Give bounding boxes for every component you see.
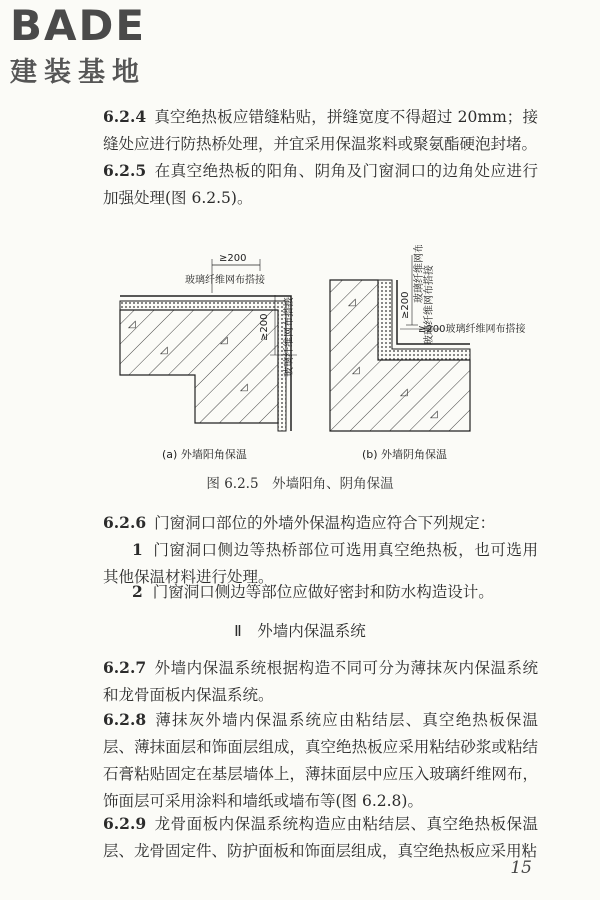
label-mesh-a-horizontal: 玻璃纤维网布搭接 [185,275,265,286]
figure-drawing [100,245,540,475]
diagram-outside-corner [120,253,297,461]
figure-caption: 图 6.2.5 外墙阳角、阴角保温 [206,476,394,492]
svg-text:◿: ◿ [128,319,136,330]
label-mesh-a-vertical: 玻璃纤维网布搭接 [284,297,295,377]
section-text: 门窗洞口部位的外墙外保温构造应符合下列规定： [154,514,496,532]
section-6-2-7 [103,654,538,709]
section-number: 6.2.7 [103,658,147,677]
subfigure-b-caption: (b) 外墙阴角保温 [362,448,448,461]
diagram-inside-corner [330,245,525,461]
svg-text:◿: ◿ [240,382,248,393]
section-6-2-5 [103,157,538,212]
section-text: 薄抹灰外墙内保温系统应由粘结层、真空绝热板保温层、薄抹面层和饰面层组成，真空绝热板应采用粘结砂浆或粘结石膏粘贴固定在基层墙体上，薄抹面层中应压入玻璃纤维网布，饰面层可采用涂料和墙纸或墙布等(图 6.2.8)。 [103,711,538,810]
watermark-logo [10,1,180,94]
section-6-2-6 [103,509,538,537]
section-number: 6.2.9 [103,814,147,833]
svg-text:◿: ◿ [220,335,228,346]
label-mesh-b-top: 玻璃纤维网布搭接 [414,245,425,303]
logo-subtitle: 建装基地 [10,57,146,88]
section-text: 外墙内保温系统根据构造不同可分为薄抹灰内保温系统和龙骨面板内保温系统。 [103,659,538,704]
section-6-2-4 [103,103,538,158]
subsection-heading: Ⅱ 外墙内保温系统 [234,622,366,640]
section-text: 真空绝热板应错缝粘贴，拼缝宽度不得超过 20mm；接缝处应进行防热桥处理，并宜采用保温浆料或聚氨酯硬泡封堵。 [103,108,538,153]
dim-vertical-b: ≥200 [400,291,411,319]
item-number: 2 [132,582,143,601]
item-text: 门窗洞口侧边等热桥部位可选用真空绝热板，也可选用其他保温材料进行处理。 [103,541,538,586]
section-number: 6.2.5 [103,161,147,180]
section-number: 6.2.8 [103,710,147,729]
svg-text:◿: ◿ [352,365,360,376]
figure-6-2-5 [100,245,540,495]
section-text: 在真空绝热板的阳角、阴角及门窗洞口的边角处应进行加强处理(图 6.2.5)。 [103,162,538,207]
list-item [103,578,538,606]
item-text: 门窗洞口侧边等部位应做好密封和防水构造设计。 [152,583,494,601]
label-mesh-b-vertical: 玻璃纤维网布搭接 [424,265,435,345]
section-6-2-8 [103,706,538,815]
section-number: 6.2.6 [103,513,147,532]
item-number: 1 [132,540,143,559]
logo-word: BADE [10,1,147,50]
page-number: 15 [510,858,532,878]
svg-text:◿: ◿ [160,345,168,356]
subfigure-a-caption: (a) 外墙阳角保温 [162,448,247,461]
svg-text:◿: ◿ [400,387,408,398]
dim-vertical-a: ≥200 [259,313,270,341]
svg-text:◿: ◿ [348,297,356,308]
svg-text:◿: ◿ [430,409,438,420]
dim-horizontal-a: ≥200 [219,253,247,264]
dim-horizontal-label-b: ≥200玻璃纤维网布搭接 [418,324,526,335]
section-text: 龙骨面板内保温系统构造应由粘结层、真空绝热板保温层、龙骨固定件、防护面板和饰面层组成，真空绝热板应采用粘 [103,815,538,860]
section-6-2-9 [103,810,538,865]
section-number: 6.2.4 [103,107,147,126]
